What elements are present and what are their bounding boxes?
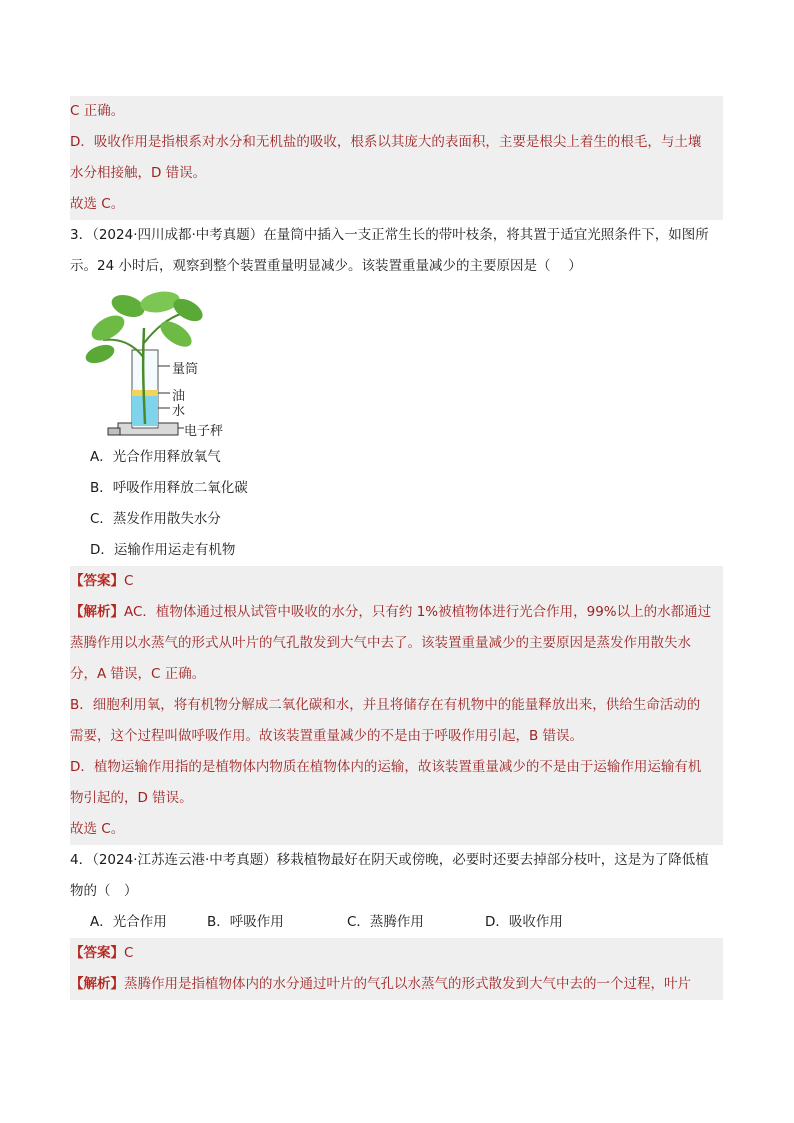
q4-option-d: D．吸收作用 bbox=[485, 914, 563, 930]
q3-analysis-line-1 bbox=[70, 597, 723, 628]
prev-analysis-line-1: C 正确。 bbox=[70, 96, 723, 127]
prev-conclusion: 故选 C。 bbox=[70, 189, 723, 220]
q3-option-a: A．光合作用释放氧气 bbox=[90, 449, 221, 465]
label-scale: 电子秤 bbox=[184, 424, 224, 439]
prev-analysis-line-3: 水分相接触，D 错误。 bbox=[70, 158, 723, 189]
q4-option-a: A．光合作用 bbox=[90, 914, 167, 930]
q4-stem-line-1: 4．（2024·江苏连云港·中考真题）移栽植物最好在阴天或傍晚，必要时还要去掉部分枝叶，这是为了降低植 bbox=[70, 852, 709, 868]
q3-analysis-line-5: 需要，这个过程叫做呼吸作用。故该装置重量减少的不是由于呼吸作用引起，B 错误。 bbox=[70, 721, 723, 752]
q4-option-b: B．呼吸作用 bbox=[207, 914, 284, 930]
q4-analysis-line-1 bbox=[70, 969, 723, 1000]
q3-option-c: C．蒸发作用散失水分 bbox=[90, 511, 221, 527]
q3-analysis-line-4: B．细胞利用氧，将有机物分解成二氧化碳和水，并且将储存在有机物中的能量释放出来，供给生命活动的 bbox=[70, 690, 723, 721]
analysis-tag: 【解析】 bbox=[70, 976, 124, 992]
q4-options bbox=[70, 907, 723, 938]
q4-answer bbox=[70, 938, 723, 969]
plant-cylinder-illustration bbox=[78, 288, 258, 438]
q3-analysis-line-3: 分，A 错误，C 正确。 bbox=[70, 659, 723, 690]
answer-tag: 【答案】 bbox=[70, 573, 124, 589]
q3-option-d: D．运输作用运走有机物 bbox=[90, 542, 236, 558]
analysis-tag: 【解析】 bbox=[70, 604, 124, 620]
q3-analysis-line-6: D．植物运输作用指的是植物体内物质在植物体内的运输，故该装置重量减少的不是由于运输作用运输有机 bbox=[70, 752, 723, 783]
q3-analysis-line-2: 蒸腾作用以水蒸气的形式从叶片的气孔散发到大气中去了。该装置重量减少的主要原因是蒸发作用散失水 bbox=[70, 628, 723, 659]
q4-option-c: C．蒸腾作用 bbox=[347, 914, 424, 930]
q3-analysis-line-7: 物引起的，D 错误。 bbox=[70, 783, 723, 814]
q3-conclusion: 故选 C。 bbox=[70, 814, 723, 845]
answer-tag: 【答案】 bbox=[70, 945, 124, 961]
label-cylinder: 量筒 bbox=[172, 362, 199, 377]
q3-option-b: B．呼吸作用释放二氧化碳 bbox=[90, 480, 248, 496]
q3-stem-line-2: 示。24 小时后，观察到整个装置重量明显减少。该装置重量减少的主要原因是（ ） bbox=[70, 258, 582, 274]
document-page bbox=[70, 96, 723, 1000]
q4-stem-line-2: 物的（ ） bbox=[70, 883, 138, 899]
analysis-text: 蒸腾作用是指植物体内的水分通过叶片的气孔以水蒸气的形式散发到大气中去的一个过程，叶片 bbox=[124, 976, 691, 992]
label-oil: 油 bbox=[172, 389, 186, 404]
q3-answer bbox=[70, 566, 723, 597]
answer-value: C bbox=[124, 945, 134, 961]
q3-figure bbox=[78, 288, 258, 438]
answer-value: C bbox=[124, 573, 134, 589]
prev-analysis-line-2: D．吸收作用是指根系对水分和无机盐的吸收，根系以其庞大的表面积，主要是根尖上着生的根毛，与土壤 bbox=[70, 127, 723, 158]
q3-stem-line-1: 3．（2024·四川成都·中考真题）在量筒中插入一支正常生长的带叶枝条，将其置于适宜光照条件下，如图所 bbox=[70, 227, 709, 243]
analysis-text: AC．植物体通过根从试管中吸收的水分，只有约 1%被植物体进行光合作用，99%以上的水都通过 bbox=[124, 604, 712, 620]
label-water: 水 bbox=[172, 404, 186, 419]
